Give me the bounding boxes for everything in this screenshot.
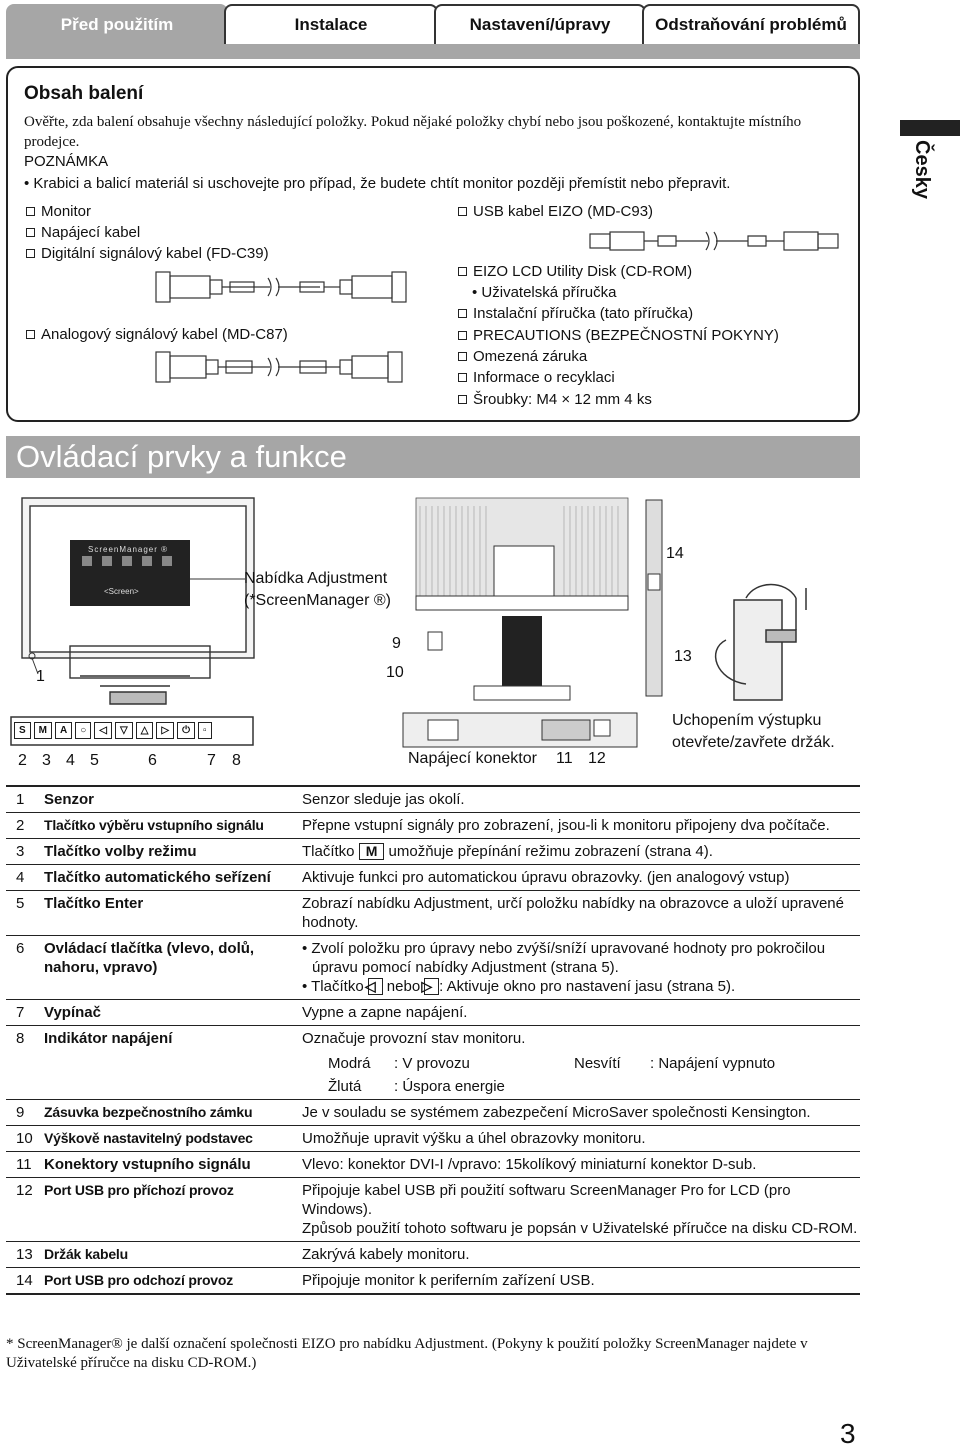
tab-bar bbox=[6, 4, 860, 56]
checklist-item bbox=[458, 263, 692, 280]
row-name: Ovládací tlačítka (vlevo, dolů, nahoru, vpravo) bbox=[44, 936, 302, 1000]
table-row bbox=[6, 1178, 860, 1242]
state-color: Žlutá bbox=[328, 1078, 362, 1095]
row-name: Senzor bbox=[44, 786, 302, 813]
item-label: Šroubky: M4 × 12 mm 4 ks bbox=[473, 391, 652, 408]
usb-cable-icon bbox=[588, 228, 842, 256]
checklist-item bbox=[458, 203, 653, 220]
row-name: Konektory vstupního signálu bbox=[44, 1152, 302, 1178]
row-desc bbox=[302, 1026, 860, 1100]
label-2: 2 bbox=[18, 752, 27, 769]
up-button[interactable]: △ bbox=[136, 722, 154, 739]
desc-text: Způsob použití tohoto softwaru je popsán v Uživatelské příručce na disku CD-ROM. bbox=[302, 1220, 858, 1237]
right-button[interactable]: ▷ bbox=[156, 722, 174, 739]
label-14: 14 bbox=[666, 545, 684, 562]
table-row bbox=[6, 1100, 860, 1126]
row-number: 8 bbox=[6, 1026, 44, 1100]
row-name: Tlačítko automatického seřízení bbox=[44, 865, 302, 891]
row-desc bbox=[302, 1178, 860, 1242]
monitor-side-illustration bbox=[638, 498, 670, 700]
tab-installation[interactable] bbox=[224, 4, 438, 44]
checklist-subitem bbox=[472, 284, 616, 301]
table-row bbox=[6, 936, 860, 1000]
table-row bbox=[6, 1126, 860, 1152]
table-row bbox=[6, 1026, 860, 1100]
label-3: 3 bbox=[42, 752, 51, 769]
controls-section-title: Ovládací prvky a funkce bbox=[6, 436, 860, 478]
checklist-item bbox=[458, 391, 652, 408]
tab-label: Nastavení/úpravy bbox=[469, 15, 611, 34]
row-number: 7 bbox=[6, 1000, 44, 1026]
label-11: 11 bbox=[556, 750, 573, 767]
mode-button[interactable]: M bbox=[34, 722, 52, 739]
tab-strip bbox=[6, 42, 860, 59]
right-key-icon: ▷ bbox=[424, 978, 439, 995]
button-keys bbox=[14, 722, 212, 739]
checkbox-icon bbox=[458, 395, 467, 404]
checklist-item bbox=[26, 245, 269, 262]
tab-label: Instalace bbox=[294, 15, 368, 34]
item-label: Monitor bbox=[41, 203, 92, 220]
row-number: 5 bbox=[6, 891, 44, 936]
item-label: PRECAUTIONS (BEZPEČNOSTNÍ POKYNY) bbox=[473, 327, 779, 344]
row-number: 2 bbox=[6, 813, 44, 839]
row-name: Port USB pro odchozí provoz bbox=[44, 1268, 302, 1295]
auto-button[interactable]: A bbox=[55, 722, 72, 739]
item-label: Digitální signálový kabel (FD-C39) bbox=[41, 245, 269, 262]
down-button[interactable]: ▽ bbox=[115, 722, 133, 739]
row-desc: Senzor sleduje jas okolí. bbox=[302, 786, 860, 813]
row-desc: Zobrazí nabídku Adjustment, určí položku nabídky na obrazovce a uloží upravené hodnoty. bbox=[302, 891, 860, 936]
indicator-states bbox=[302, 1054, 860, 1096]
item-label: EIZO LCD Utility Disk (CD-ROM) bbox=[473, 263, 693, 280]
power-button[interactable]: ⏻ bbox=[177, 722, 195, 739]
row-desc: Zakrývá kabely monitoru. bbox=[302, 1242, 860, 1268]
row-name: Výškově nastavitelný podstavec bbox=[44, 1126, 302, 1152]
item-label: Instalační příručka (tato příručka) bbox=[473, 305, 694, 322]
checkbox-icon bbox=[26, 330, 35, 339]
state-color: Nesvítí bbox=[574, 1055, 621, 1072]
label-1: 1 bbox=[36, 668, 45, 685]
item-label: Omezená záruka bbox=[473, 348, 588, 365]
desc-text: Tlačítko bbox=[302, 843, 355, 860]
item-label: Informace o recyklaci bbox=[473, 369, 615, 386]
row-number: 13 bbox=[6, 1242, 44, 1268]
item-label: • Uživatelská příručka bbox=[472, 284, 617, 301]
vga-cable-icon bbox=[150, 348, 410, 388]
state-meaning: : Napájení vypnuto bbox=[650, 1055, 776, 1072]
monitor-back-illustration bbox=[414, 496, 630, 706]
left-key-icon: ◁ bbox=[368, 978, 383, 995]
desc-text: Označuje provozní stav monitoru. bbox=[302, 1030, 526, 1047]
mode-key-icon: M bbox=[359, 843, 385, 860]
row-number: 11 bbox=[6, 1152, 44, 1178]
row-name: Tlačítko výběru vstupního signálu bbox=[44, 813, 302, 839]
item-label: Analogový signálový kabel (MD-C87) bbox=[41, 326, 288, 343]
label-8: 8 bbox=[232, 752, 241, 769]
row-number: 14 bbox=[6, 1268, 44, 1295]
checkbox-icon bbox=[458, 207, 467, 216]
checklist-item bbox=[458, 369, 615, 386]
monitor-front-illustration bbox=[20, 496, 260, 706]
callout-line bbox=[190, 572, 250, 586]
package-title: Obsah balení bbox=[24, 83, 144, 104]
checklist-item bbox=[458, 305, 693, 322]
row-desc: Přepne vstupní signály pro zobrazení, jsou-li k monitoru připojeny dva počítače. bbox=[302, 813, 860, 839]
table-row bbox=[6, 1268, 860, 1295]
power-indicator: ▫ bbox=[198, 722, 212, 739]
table-row bbox=[6, 1000, 860, 1026]
checklist-item bbox=[26, 224, 140, 241]
cable-holder-caption: Uchopením výstupku otevřete/zavřete držák. bbox=[672, 712, 835, 751]
row-name: Port USB pro příchozí provoz bbox=[44, 1178, 302, 1242]
package-intro: Ověřte, zda balení obsahuje všechny následující položky. Pokud nějaké položky chybí nebo jsou poškozené, kontaktujte místního prodejce. bbox=[24, 114, 802, 150]
label-7: 7 bbox=[207, 752, 216, 769]
checklist-item bbox=[26, 203, 91, 220]
tab-label: Odstraňování problémů bbox=[655, 15, 847, 34]
adjustment-menu-label: Nabídka Adjustment bbox=[244, 570, 388, 587]
table-row bbox=[6, 839, 860, 865]
table-row bbox=[6, 1152, 860, 1178]
state-meaning: : Úspora energie bbox=[394, 1078, 505, 1095]
label-13: 13 bbox=[674, 648, 692, 665]
state-color: Modrá bbox=[328, 1055, 371, 1072]
controls-table bbox=[6, 785, 860, 1295]
row-desc: Připojuje monitor k periferním zařízení USB. bbox=[302, 1268, 860, 1295]
screen-title: ScreenManager ® bbox=[88, 545, 169, 554]
desc-text: • Tlačítko bbox=[302, 978, 364, 995]
row-name: Tlačítko Enter bbox=[44, 891, 302, 936]
row-number: 10 bbox=[6, 1126, 44, 1152]
language-label: Česky bbox=[911, 140, 933, 199]
label-12: 12 bbox=[588, 750, 606, 767]
table-row bbox=[6, 786, 860, 813]
row-desc: Je v souladu se systémem zabezpečení MicroSaver společnosti Kensington. bbox=[302, 1100, 860, 1126]
row-desc: Vlevo: konektor DVI-I /vpravo: 15kolíkový miniaturní konektor D-sub. bbox=[302, 1152, 860, 1178]
note-text: • Krabici a balicí materiál si uschovejte pro případ, že budete chtít monitor později přemístit nebo přepravit. bbox=[24, 175, 731, 192]
left-button[interactable]: ◁ bbox=[94, 722, 112, 739]
row-desc: Aktivuje funkci pro automatickou úpravu obrazovky. (jen analogový vstup) bbox=[302, 865, 860, 891]
row-name: Zásuvka bezpečnostního zámku bbox=[44, 1100, 302, 1126]
row-name: Vypínač bbox=[44, 1000, 302, 1026]
row-number: 9 bbox=[6, 1100, 44, 1126]
checklist-item bbox=[458, 327, 779, 344]
desc-text: nebo bbox=[386, 978, 421, 995]
desc-bullet: • Zvolí položku pro úpravy nebo zvýší/sníží upravované hodnoty pro pokročilou úpravu pomocí nabídky Adjustment (strana 5). bbox=[302, 940, 826, 976]
row-desc: Umožňuje upravit výšku a úhel obrazovky monitoru. bbox=[302, 1126, 860, 1152]
note-title: POZNÁMKA bbox=[24, 153, 109, 170]
label-5: 5 bbox=[90, 752, 99, 769]
row-name: Indikátor napájení bbox=[44, 1026, 302, 1100]
footnote: * ScreenManager® je další označení společnosti EIZO pro nabídku Adjustment. (Pokyny k použití položky ScreenManager najdete v Uživatelské příručce na disku CD-ROM.) bbox=[6, 1336, 808, 1371]
screen-subtitle: <Screen> bbox=[104, 587, 139, 596]
desc-bullet bbox=[302, 977, 860, 996]
row-desc bbox=[302, 839, 860, 865]
checkbox-icon bbox=[458, 352, 467, 361]
item-label: Napájecí kabel bbox=[41, 224, 141, 241]
checkbox-icon bbox=[458, 331, 467, 340]
checkbox-icon bbox=[26, 249, 35, 258]
dvi-cable-icon bbox=[150, 268, 410, 308]
enter-button[interactable]: ○ bbox=[75, 722, 91, 739]
table-row bbox=[6, 1242, 860, 1268]
input-select-button[interactable]: S bbox=[14, 722, 31, 739]
desc-text: : Aktivuje okno pro nastavení jasu (strana 5). bbox=[439, 978, 736, 995]
checklist-item bbox=[458, 348, 587, 365]
row-number: 1 bbox=[6, 786, 44, 813]
power-connector-label: Napájecí konektor bbox=[408, 750, 537, 767]
checkbox-icon bbox=[26, 228, 35, 237]
row-name: Tlačítko volby režimu bbox=[44, 839, 302, 865]
item-label: USB kabel EIZO (MD-C93) bbox=[473, 203, 654, 220]
desc-text: Připojuje kabel USB při použití softwaru ScreenManager Pro for LCD (pro Windows). bbox=[302, 1182, 791, 1218]
cable-holder-illustration bbox=[696, 580, 846, 704]
row-number: 3 bbox=[6, 839, 44, 865]
row-number: 12 bbox=[6, 1178, 44, 1242]
checkbox-icon bbox=[458, 373, 467, 382]
connector-panel-illustration bbox=[402, 712, 638, 748]
table-row bbox=[6, 891, 860, 936]
label-6: 6 bbox=[148, 752, 157, 769]
table-row bbox=[6, 865, 860, 891]
row-desc: Vypne a zapne napájení. bbox=[302, 1000, 860, 1026]
row-number: 6 bbox=[6, 936, 44, 1000]
tab-troubleshooting[interactable] bbox=[642, 4, 860, 44]
checklist-item bbox=[26, 326, 288, 343]
row-number: 4 bbox=[6, 865, 44, 891]
checkbox-icon bbox=[26, 207, 35, 216]
screenmanager-label: (*ScreenManager ®) bbox=[244, 592, 391, 609]
page-number: 3 bbox=[840, 1418, 856, 1449]
label-4: 4 bbox=[66, 752, 75, 769]
checkbox-icon bbox=[458, 309, 467, 318]
row-desc bbox=[302, 936, 860, 1000]
table-row bbox=[6, 813, 860, 839]
desc-text: umožňuje přepínání režimu zobrazení (strana 4). bbox=[388, 843, 713, 860]
state-meaning: : V provozu bbox=[394, 1055, 470, 1072]
tab-before-use[interactable] bbox=[6, 4, 228, 44]
checkbox-icon bbox=[458, 267, 467, 276]
tab-settings[interactable] bbox=[434, 4, 646, 44]
language-tab-marker bbox=[900, 120, 960, 136]
label-10: 10 bbox=[386, 664, 404, 681]
label-9: 9 bbox=[392, 635, 401, 652]
row-name: Držák kabelu bbox=[44, 1242, 302, 1268]
tab-label: Před použitím bbox=[60, 15, 174, 34]
